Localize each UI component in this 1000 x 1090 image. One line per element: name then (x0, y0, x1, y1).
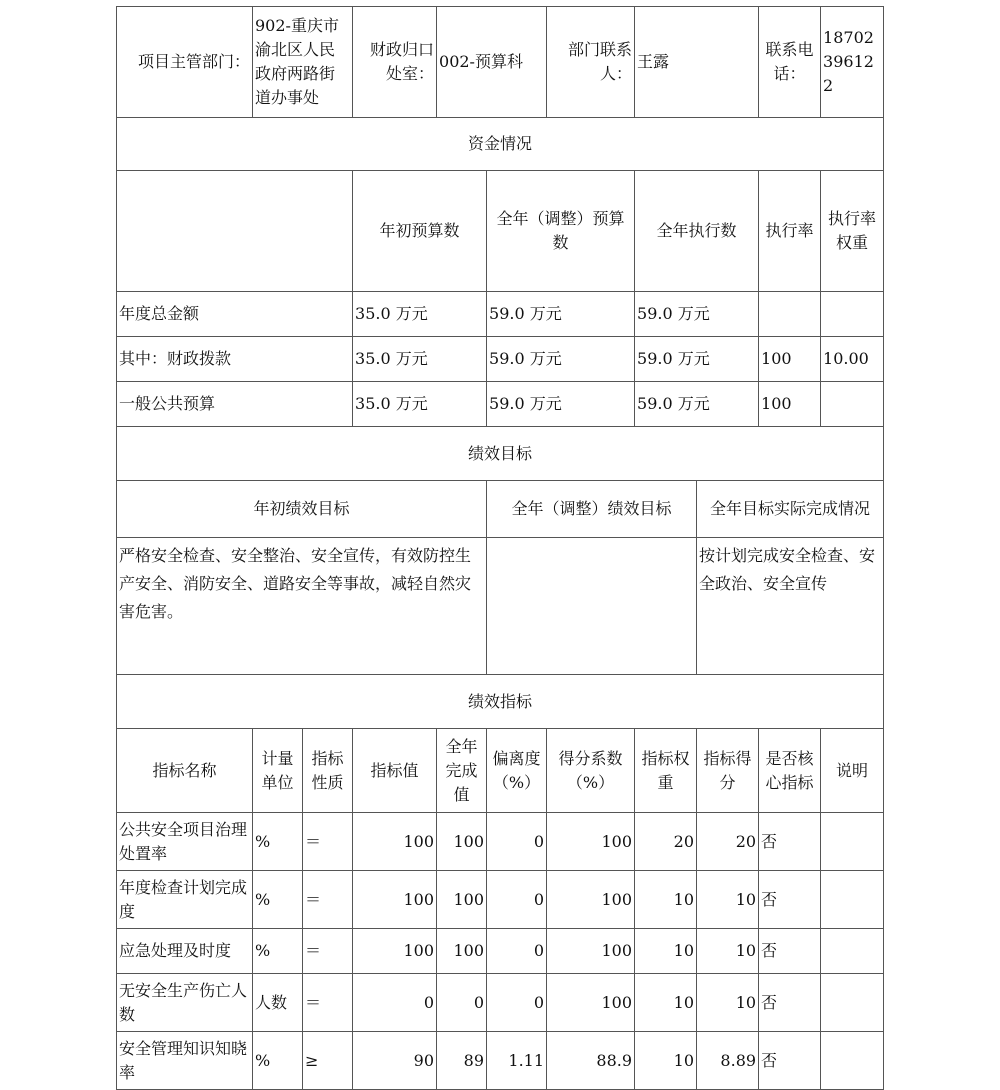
ind-deviation: 1.11 (487, 1032, 547, 1090)
ind-actual: 89 (437, 1032, 487, 1090)
ind-unit: % (253, 813, 303, 871)
funds-row-name: 年度总金额 (117, 292, 353, 337)
ind-col-coef: 得分系数（%） (547, 729, 635, 813)
ind-deviation: 0 (487, 813, 547, 871)
ind-core: 否 (759, 974, 821, 1032)
funds-col-rate: 执行率 (759, 171, 821, 292)
goals-section-title: 绩效目标 (117, 427, 884, 481)
ind-weight: 10 (635, 1032, 697, 1090)
ind-name: 安全管理知识知晓率 (117, 1032, 253, 1090)
funds-row-weight: 10.00 (821, 337, 884, 382)
fin-value: 002-预算科 (437, 7, 547, 118)
ind-target: 100 (353, 929, 437, 974)
indicator-row (117, 813, 884, 871)
indicator-row (117, 1032, 884, 1090)
goals-header-row (117, 481, 884, 538)
ind-score: 10 (697, 929, 759, 974)
ind-col-nature: 指标性质 (303, 729, 353, 813)
funds-row-executed: 59.0 万元 (635, 382, 759, 427)
ind-name: 公共安全项目治理处置率 (117, 813, 253, 871)
ind-coef: 100 (547, 974, 635, 1032)
ind-coef: 100 (547, 813, 635, 871)
ind-weight: 10 (635, 974, 697, 1032)
ind-deviation: 0 (487, 871, 547, 929)
ind-coef: 100 (547, 871, 635, 929)
funds-row-initial: 35.0 万元 (353, 292, 487, 337)
ind-nature: ＝ (303, 929, 353, 974)
funds-row-executed: 59.0 万元 (635, 292, 759, 337)
ind-nature: ＝ (303, 813, 353, 871)
ind-col-unit: 计量单位 (253, 729, 303, 813)
ind-nature: ≥ (303, 1032, 353, 1090)
funds-header-blank (117, 171, 353, 292)
ind-col-note: 说明 (821, 729, 884, 813)
phone-label: 联系电话： (759, 7, 821, 118)
dept-label: 项目主管部门： (117, 7, 253, 118)
funds-row (117, 382, 884, 427)
ind-weight: 20 (635, 813, 697, 871)
ind-actual: 100 (437, 813, 487, 871)
goals-col-actual: 全年目标实际完成情况 (697, 481, 884, 538)
ind-weight: 10 (635, 871, 697, 929)
ind-score: 10 (697, 871, 759, 929)
funds-header-row (117, 171, 884, 292)
goals-adjusted-text (487, 538, 697, 675)
ind-unit: 人数 (253, 974, 303, 1032)
funds-row-rate (759, 292, 821, 337)
indicator-row (117, 974, 884, 1032)
ind-weight: 10 (635, 929, 697, 974)
ind-unit: % (253, 1032, 303, 1090)
funds-row-adjusted: 59.0 万元 (487, 292, 635, 337)
ind-nature: ＝ (303, 871, 353, 929)
funds-col-executed: 全年执行数 (635, 171, 759, 292)
ind-core: 否 (759, 871, 821, 929)
phone-value: 18702396122 (821, 7, 884, 118)
funds-row-name: 一般公共预算 (117, 382, 353, 427)
ind-score: 8.89 (697, 1032, 759, 1090)
ind-nature: ＝ (303, 974, 353, 1032)
ind-target: 100 (353, 813, 437, 871)
contact-label: 部门联系人： (547, 7, 635, 118)
contact-value: 王露 (635, 7, 759, 118)
goals-actual-text: 按计划完成安全检查、安全政治、安全宣传 (697, 538, 884, 675)
header-row (117, 7, 884, 118)
ind-score: 20 (697, 813, 759, 871)
ind-deviation: 0 (487, 929, 547, 974)
indicators-section-title: 绩效指标 (117, 675, 884, 729)
performance-form (116, 6, 884, 1090)
ind-core: 否 (759, 929, 821, 974)
funds-row-weight (821, 382, 884, 427)
ind-deviation: 0 (487, 974, 547, 1032)
indicators-header-row (117, 729, 884, 813)
ind-name: 无安全生产伤亡人数 (117, 974, 253, 1032)
funds-row-rate: 100 (759, 337, 821, 382)
ind-col-score: 指标得分 (697, 729, 759, 813)
ind-target: 90 (353, 1032, 437, 1090)
funds-row-rate: 100 (759, 382, 821, 427)
ind-actual: 0 (437, 974, 487, 1032)
ind-col-weight: 指标权重 (635, 729, 697, 813)
funds-row (117, 292, 884, 337)
indicator-row (117, 929, 884, 974)
funds-row-executed: 59.0 万元 (635, 337, 759, 382)
funds-row-adjusted: 59.0 万元 (487, 382, 635, 427)
funds-row-adjusted: 59.0 万元 (487, 337, 635, 382)
ind-name: 应急处理及时度 (117, 929, 253, 974)
funds-col-initial: 年初预算数 (353, 171, 487, 292)
ind-note (821, 929, 884, 974)
ind-col-deviation: 偏离度（%） (487, 729, 547, 813)
ind-col-target: 指标值 (353, 729, 437, 813)
ind-col-actual: 全年完成值 (437, 729, 487, 813)
funds-row-initial: 35.0 万元 (353, 382, 487, 427)
funds-col-weight: 执行率权重 (821, 171, 884, 292)
ind-col-core: 是否核心指标 (759, 729, 821, 813)
funds-row-weight (821, 292, 884, 337)
ind-target: 0 (353, 974, 437, 1032)
ind-note (821, 974, 884, 1032)
funds-col-adjusted: 全年（调整）预算数 (487, 171, 635, 292)
ind-core: 否 (759, 1032, 821, 1090)
ind-coef: 100 (547, 929, 635, 974)
ind-note (821, 871, 884, 929)
fin-label: 财政归口处室： (353, 7, 437, 118)
indicator-row (117, 871, 884, 929)
ind-target: 100 (353, 871, 437, 929)
funds-row-initial: 35.0 万元 (353, 337, 487, 382)
ind-actual: 100 (437, 871, 487, 929)
ind-col-name: 指标名称 (117, 729, 253, 813)
ind-score: 10 (697, 974, 759, 1032)
dept-value: 902-重庆市渝北区人民政府两路街道办事处 (253, 7, 353, 118)
goals-initial-text: 严格安全检查、安全整治、安全宣传，有效防控生产安全、消防安全、道路安全等事故，减轻自然灾害危害。 (117, 538, 487, 675)
funds-section-title: 资金情况 (117, 118, 884, 171)
ind-actual: 100 (437, 929, 487, 974)
goals-col-initial: 年初绩效目标 (117, 481, 487, 538)
funds-row-name: 其中：财政拨款 (117, 337, 353, 382)
ind-note (821, 1032, 884, 1090)
ind-name: 年度检查计划完成度 (117, 871, 253, 929)
goals-content-row (117, 538, 884, 675)
goals-col-adjusted: 全年（调整）绩效目标 (487, 481, 697, 538)
funds-row (117, 337, 884, 382)
ind-coef: 88.9 (547, 1032, 635, 1090)
ind-core: 否 (759, 813, 821, 871)
ind-unit: % (253, 929, 303, 974)
ind-unit: % (253, 871, 303, 929)
ind-note (821, 813, 884, 871)
